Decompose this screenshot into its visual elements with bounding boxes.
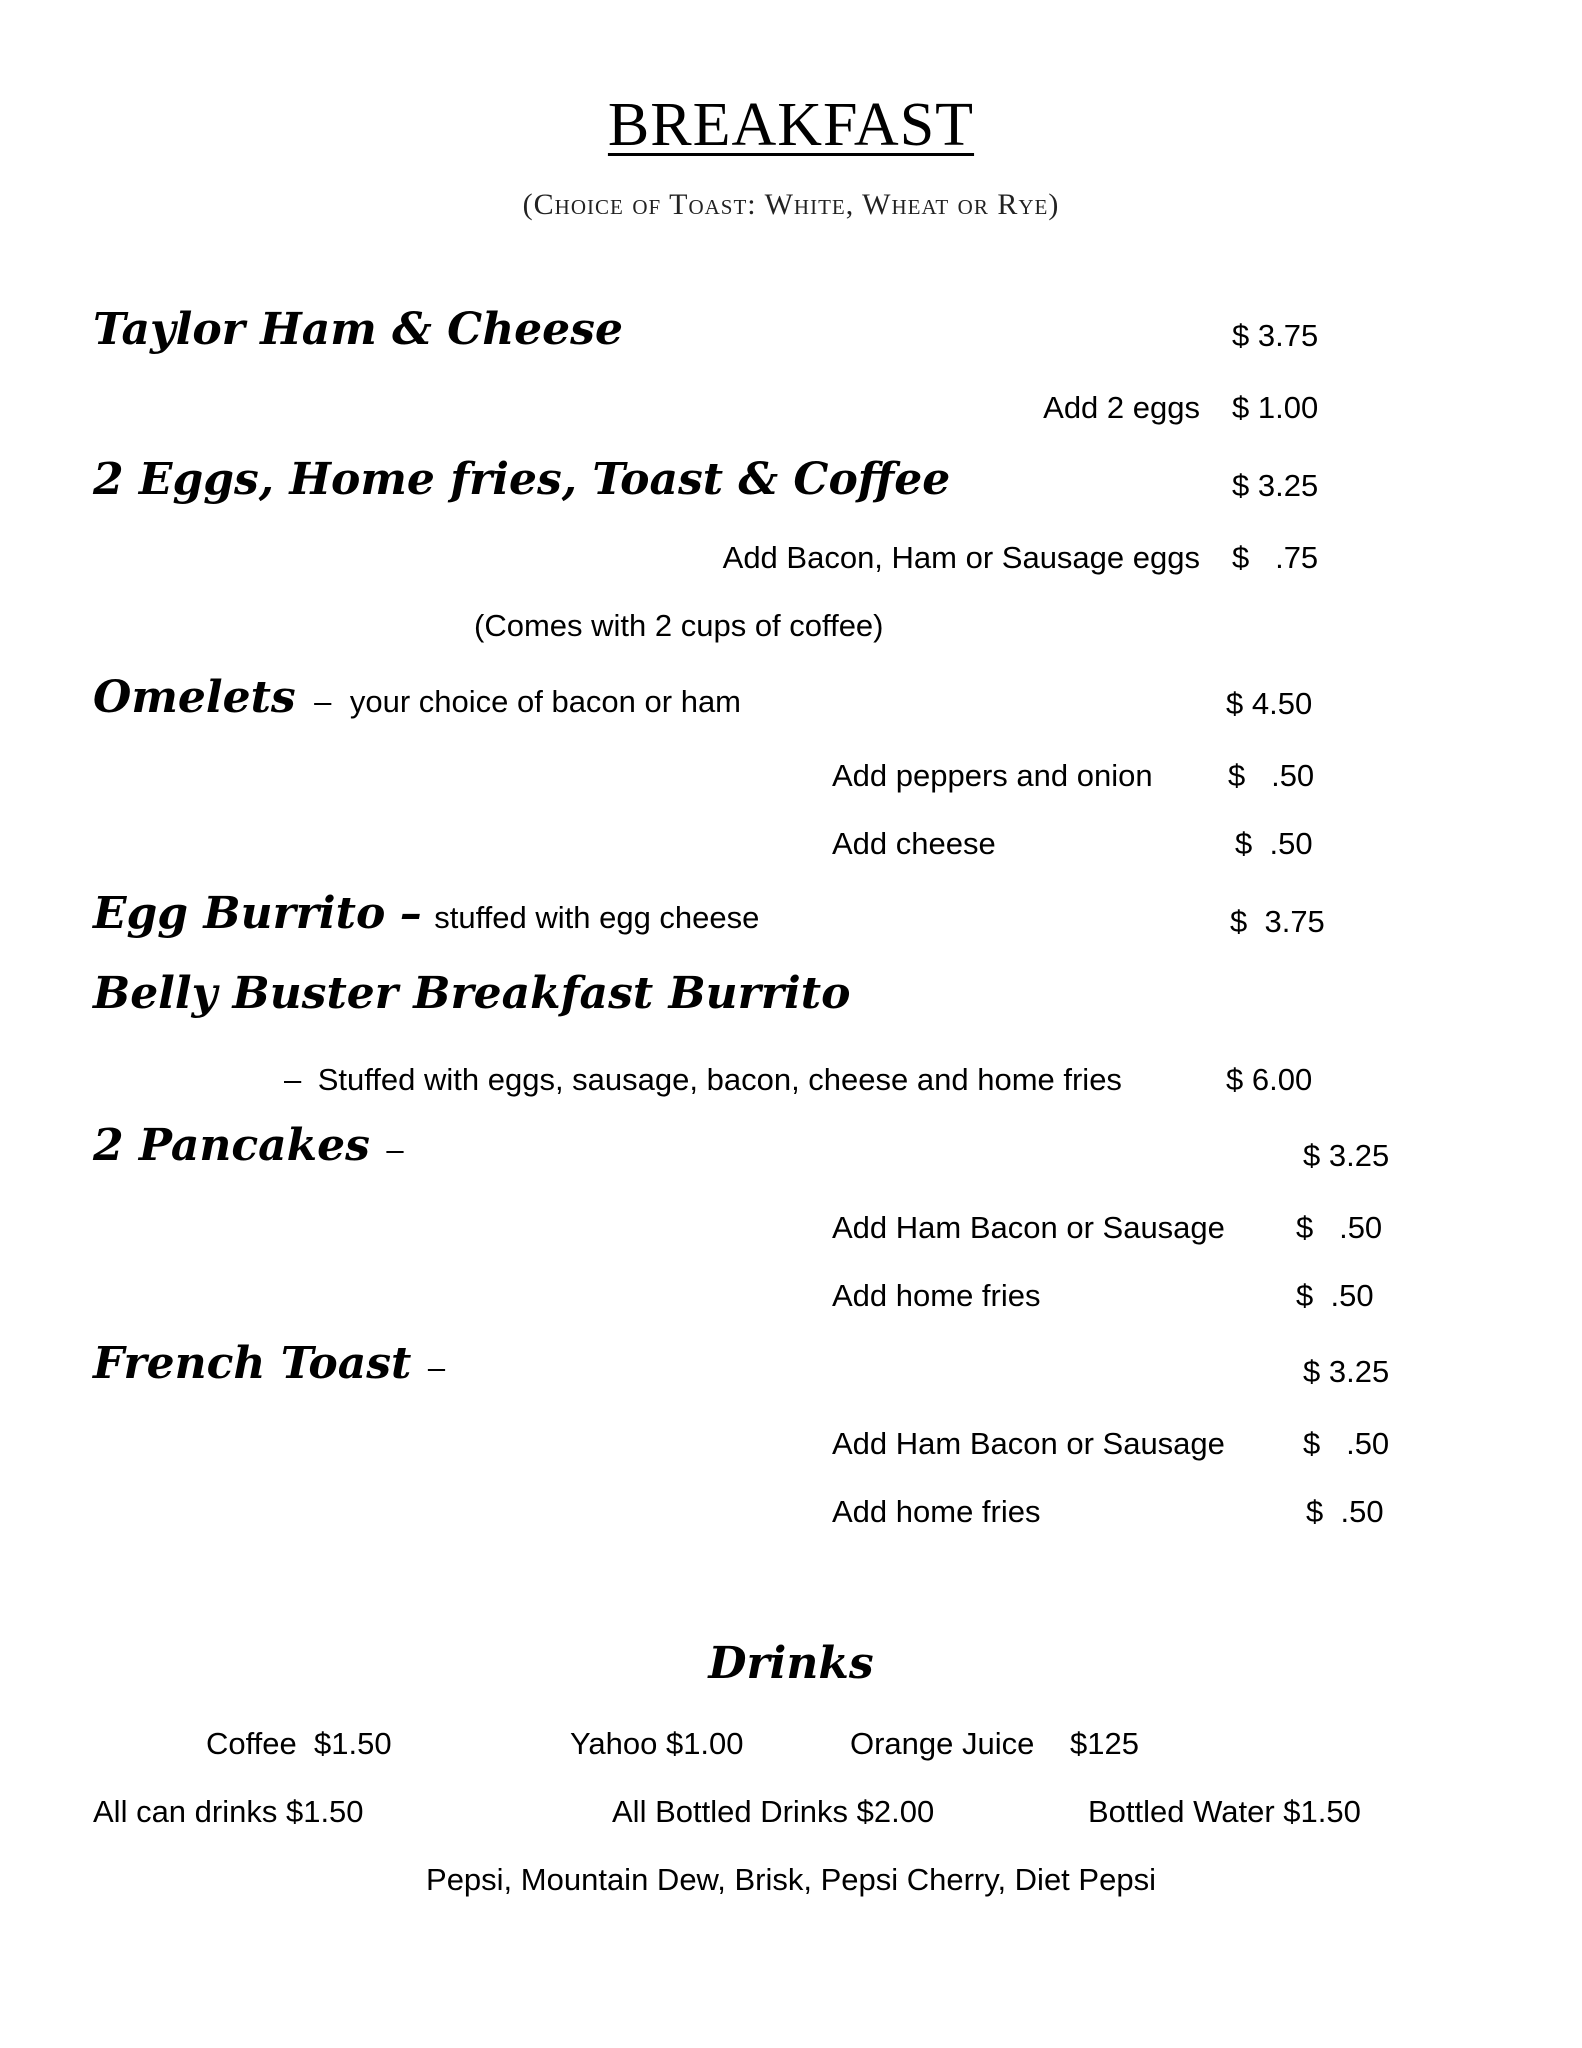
- drink-can-drinks: All can drinks $1.50: [93, 1794, 364, 1829]
- item-price-egg-burrito: $ 3.75: [1230, 904, 1325, 939]
- item-price-pancakes: $ 3.25: [1303, 1138, 1390, 1173]
- item-desc-omelets: your choice of bacon or ham: [349, 684, 742, 719]
- item-desc-belly-buster-row: [284, 1062, 1122, 1098]
- addon-price-omelets-peppers: $ .50: [1228, 758, 1315, 793]
- item-price-french-toast: $ 3.25: [1303, 1354, 1390, 1389]
- addon-label-french-toast-meat: Add Ham Bacon or Sausage: [832, 1426, 1225, 1461]
- addon-price-french-toast-meat: $ .50: [1303, 1426, 1390, 1461]
- item-name-french-toast: French Toast: [93, 1338, 412, 1389]
- drink-bottled-drinks: All Bottled Drinks $2.00: [612, 1794, 935, 1829]
- addon-label-pancakes-meat: Add Ham Bacon or Sausage: [832, 1210, 1225, 1245]
- item-price-two-eggs: $ 3.25: [1232, 468, 1319, 503]
- addon-price-french-toast-homefries: $ .50: [1306, 1494, 1384, 1529]
- item-name-omelets: Omelets: [93, 672, 296, 723]
- item-desc-belly-buster: Stuffed with eggs, sausage, bacon, cheese and home fries: [317, 1062, 1122, 1097]
- item-name-egg-burrito: Egg Burrito: [93, 888, 386, 939]
- item-price-belly-buster: $ 6.00: [1226, 1062, 1313, 1097]
- item-name-belly-buster: Belly Buster Breakfast Burrito: [93, 968, 851, 1019]
- addon-price-two-eggs-meat: $ .75: [1232, 540, 1319, 575]
- item-egg-burrito: [93, 888, 759, 939]
- item-name-two-eggs: 2 Eggs, Home fries, Toast & Coffee: [93, 454, 951, 505]
- item-price-omelets: $ 4.50: [1226, 686, 1313, 721]
- addon-price-omelets-cheese: $ .50: [1235, 826, 1313, 861]
- addon-price-pancakes-meat: $ .50: [1296, 1210, 1383, 1245]
- page-subtitle: (Choice of Toast: White, Wheat or Rye): [522, 188, 1060, 221]
- item-pancakes: [93, 1120, 404, 1171]
- page-title: BREAKFAST: [607, 91, 975, 159]
- addon-label-two-eggs-meat: Add Bacon, Ham or Sausage eggs: [722, 540, 1200, 575]
- drink-orange-juice-label: Orange Juice: [850, 1726, 1035, 1761]
- addon-price-taylor-eggs: $ 1.00: [1232, 390, 1319, 425]
- addon-label-french-toast-homefries: Add home fries: [832, 1494, 1041, 1529]
- item-desc-egg-burrito: stuffed with egg cheese: [434, 900, 760, 935]
- addon-price-pancakes-homefries: $ .50: [1296, 1278, 1374, 1313]
- drink-bottled-water: Bottled Water $1.50: [1088, 1794, 1361, 1829]
- item-omelets: [93, 672, 741, 723]
- addon-label-taylor-eggs: Add 2 eggs: [1043, 390, 1200, 425]
- item-dash-french-toast: –: [427, 1350, 446, 1385]
- item-dash-egg-burrito: –: [399, 888, 422, 939]
- item-french-toast: [93, 1338, 445, 1389]
- item-dash-pancakes: –: [386, 1132, 404, 1167]
- item-name-taylor-ham: Taylor Ham & Cheese: [93, 304, 623, 355]
- drink-varieties: Pepsi, Mountain Dew, Brisk, Pepsi Cherry, Diet Pepsi: [426, 1862, 1156, 1897]
- addon-label-omelets-cheese: Add cheese: [832, 826, 996, 861]
- item-name-pancakes: 2 Pancakes: [93, 1120, 370, 1171]
- drink-coffee: Coffee $1.50: [206, 1726, 392, 1761]
- drink-orange-juice-price: $125: [1070, 1726, 1139, 1761]
- drink-yahoo: Yahoo $1.00: [570, 1726, 744, 1761]
- addon-label-pancakes-homefries: Add home fries: [832, 1278, 1041, 1313]
- item-dash-belly-buster: –: [284, 1062, 302, 1097]
- two-eggs-note: (Comes with 2 cups of coffee): [474, 608, 884, 643]
- item-dash-omelets: –: [314, 684, 332, 719]
- drinks-title: Drinks: [708, 1638, 874, 1689]
- addon-label-omelets-peppers: Add peppers and onion: [832, 758, 1153, 793]
- item-price-taylor-ham: $ 3.75: [1232, 318, 1319, 353]
